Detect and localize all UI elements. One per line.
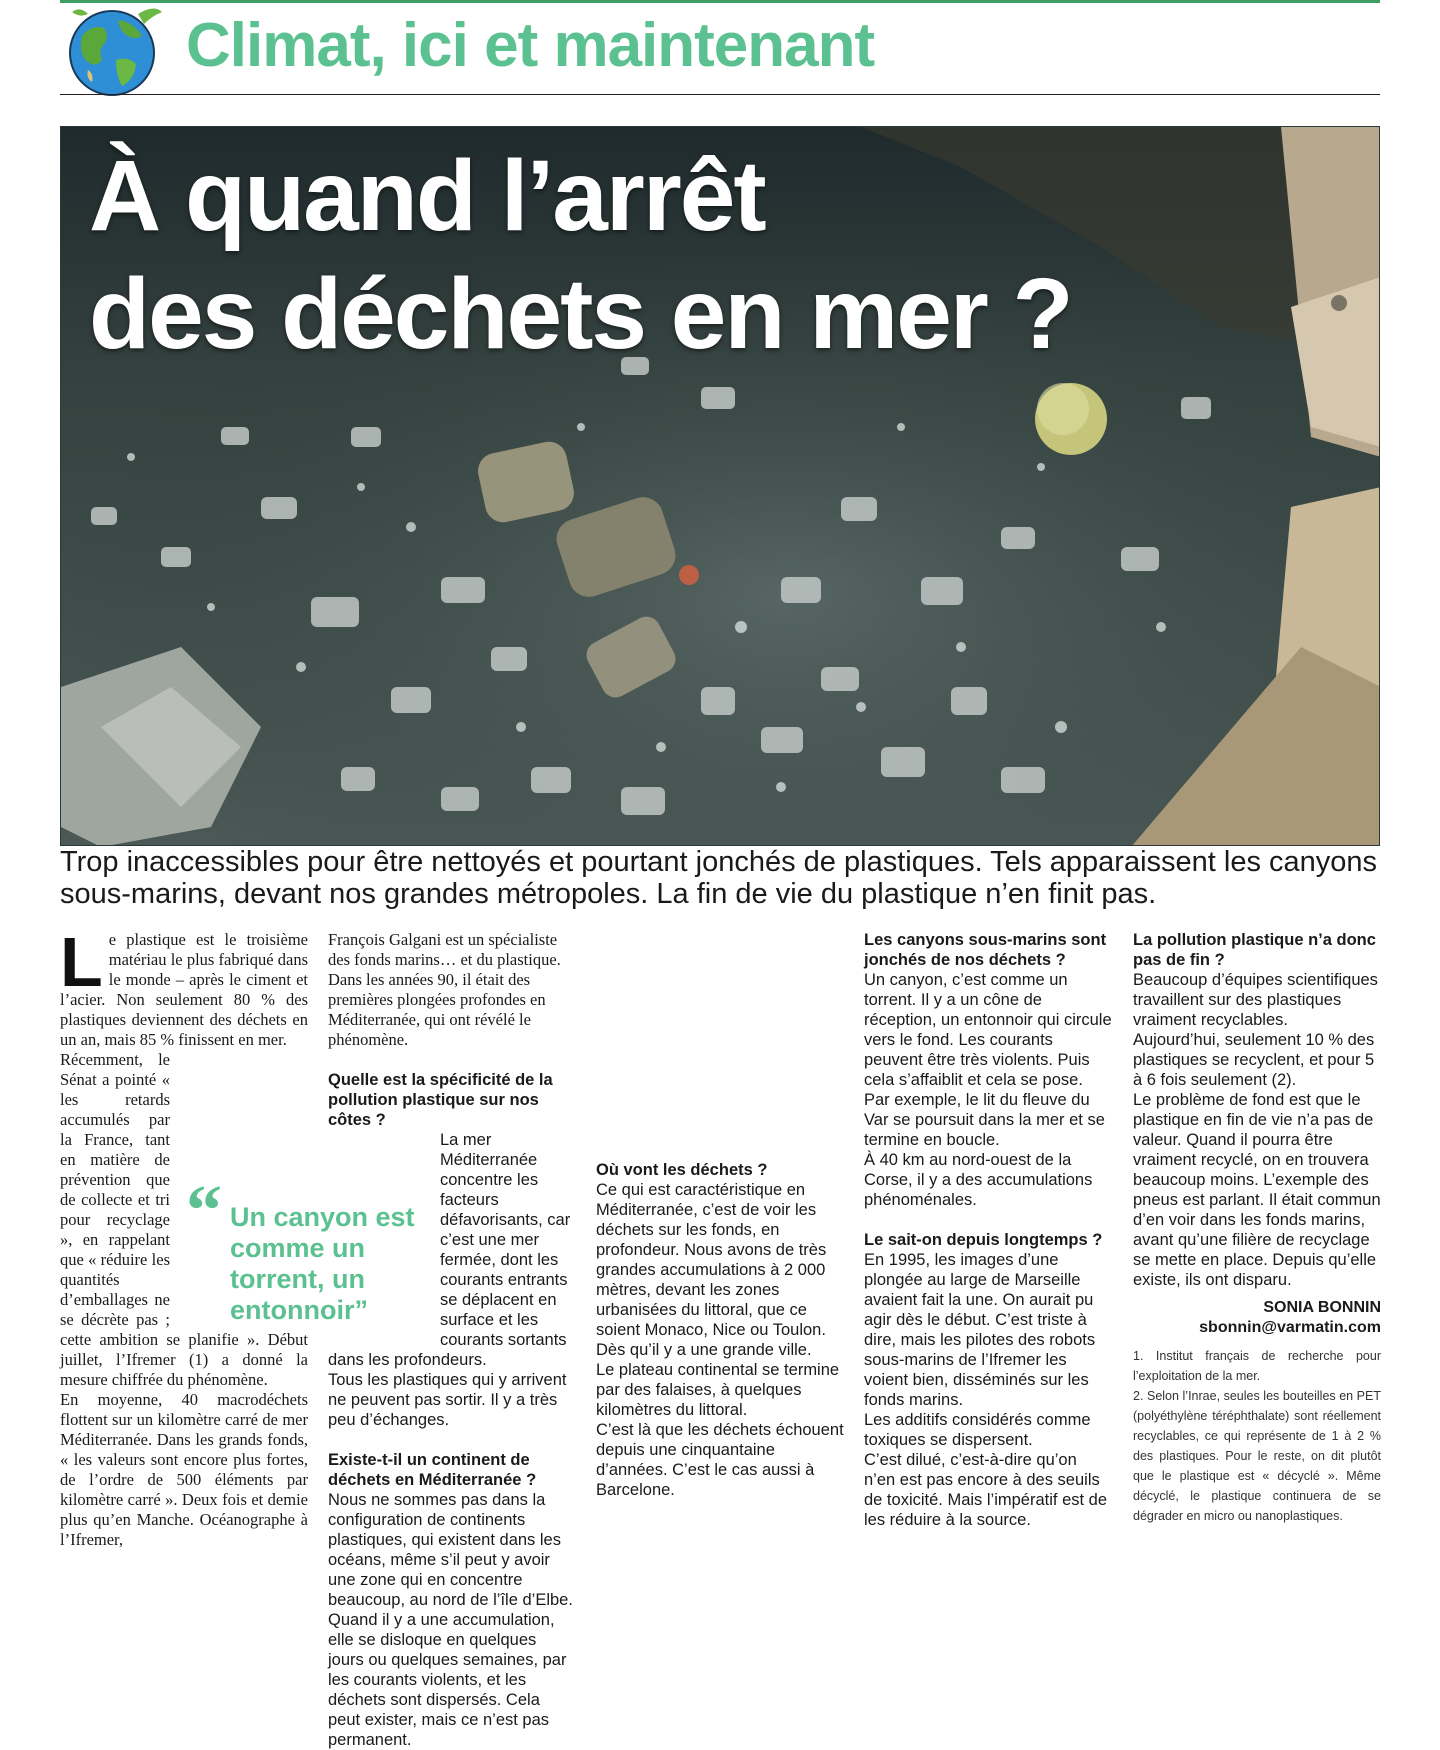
- lead-paragraph: Trop inaccessibles pour être nettoyés et pourtant jonchés de plastiques. Tels apparaissent les canyons sous-marins, devant nos grandes métropoles. La fin de vie du plastique n’en finit pas.: [60, 846, 1378, 910]
- question-heading: Existe-t-il un continent de déchets en Méditerranée ?: [328, 1451, 537, 1489]
- paragraph-text: La mer Méditerranée concentre les facteurs défavorisants, car c’est une mer fermée, dont les courants entrants se déplacent en surface et les courants sortants dans les profondeurs.: [328, 1131, 571, 1369]
- byline-email[interactable]: sbonnin@varmatin.com: [1199, 1319, 1381, 1336]
- question-heading: Le sait-on depuis longtemps ?: [864, 1231, 1103, 1249]
- drop-cap: L: [60, 923, 103, 1001]
- article-column-4: [864, 930, 1112, 1530]
- article-column-2: [328, 930, 576, 1750]
- headline-line-1: À quand l’arrêt: [89, 140, 765, 252]
- paragraph: En moyenne, 40 macrodéchets flottent sur un kilomètre carré de mer Méditerranée. Dans les grands fonds, « les valeurs sont encore plus fortes, de l’ordre de 500 éléments par kilomètre carré ». Deux fois et demie plus qu’en Manche. Océanographe à l’Ifremer,: [60, 1390, 308, 1549]
- seafloor-photo: [60, 126, 1380, 846]
- answer-paragraph: Tous les plastiques qui y arrivent ne peuvent pas sortir. Il y a très peu d’échanges.: [328, 1371, 567, 1429]
- article-column-5: [1133, 930, 1381, 1526]
- answer-paragraph: Le plateau continental se termine par des falaises, à quelques kilomètres du littoral.: [596, 1361, 840, 1419]
- globe-icon: [58, 6, 164, 96]
- footnote-2: 2. Selon l’Inrae, seules les bouteilles en PET (polyéthylène téréphthalate) sont réellement recyclables, ce qui représente de 1 à 2 % des plastiques. Pour le reste, on dit plutôt que le plastique est « décyclé ». Même décyclé, le plastique continuera de se dégrader en micro ou nanoplastiques.: [1133, 1389, 1381, 1523]
- intro-paragraph: [60, 923, 308, 1050]
- answer-paragraph: Ce qui est caractéristique en Méditerranée, c’est de voir les déchets sur les fonds, en profondeur. Nous avons de très grandes accumulations à 2 000 mètres, devant les zones urbanisées du littoral, que ce soient Monaco, Nice ou Toulon. Dès qu’il y a une grande ville.: [596, 1181, 827, 1359]
- question-heading: La pollution plastique n’a donc pas de fin ?: [1133, 931, 1376, 969]
- top-rule: [60, 0, 1380, 3]
- answer-paragraph: Beaucoup d’équipes scientifiques travaillent sur des plastiques vraiment recyclables.: [1133, 971, 1378, 1029]
- headline-line-2: des déchets en mer ?: [89, 258, 1072, 370]
- headline: [89, 137, 1072, 373]
- answer-paragraph: En 1995, les images d’une plongée au large de Marseille avaient fait la une. On aurait pu agir dès le début. C’est triste à dire, mais les pilotes des robots sous-marins de l’Ifremer les voient bien, disséminés sur les fonds marins.: [864, 1251, 1096, 1409]
- answer-paragraph: C’est dilué, c’est-à-dire qu’on n’en est pas encore à des seuils de toxicité. Mais l’impératif est de les réduire à la source.: [864, 1451, 1108, 1529]
- footnote-1: 1. Institut français de recherche pour l’exploitation de la mer.: [1133, 1349, 1381, 1383]
- answer-paragraph: Les additifs considérés comme toxiques se dispersent.: [864, 1411, 1091, 1449]
- byline-author: SONIA BONNIN: [1263, 1299, 1381, 1316]
- paragraph-text: Récemment, le Sénat a pointé « les retards accumulés par la France, tant en matière de prévention que de collecte et tri pour recyclage », en rappelant que « réduire les quantités d’emballages ne se décrète pas ; cette ambition se planifie ». Début juillet, l’Ifremer (1) a donné la mesure chiffrée du phénomène.: [60, 1050, 308, 1389]
- pull-quote-text: Un canyon est comme un torrent, un entonnoir”: [230, 1202, 415, 1325]
- answer-paragraph: À 40 km au nord-ouest de la Corse, il y a des accumulations phénoménales.: [864, 1151, 1093, 1209]
- answer-paragraph: Le problème de fond est que le plastique en fin de vie n’a pas de valeur. Quand il pourra être vraiment recyclé, on en trouvera beaucoup moins. L’exemple des pneus est parlant. Il était commun d’en voir dans les fonds marins, avant qu’une filière de recyclage se mette en place. Depuis qu’elle existe, ils ont disparu.: [1133, 1091, 1381, 1289]
- answer-paragraph: C’est là que les déchets échouent depuis une cinquantaine d’années. C’est le cas aussi à Barcelone.: [596, 1421, 844, 1499]
- section-title: Climat, ici et maintenant: [186, 11, 875, 80]
- question-heading: Les canyons sous-marins sont jonchés de nos déchets ?: [864, 931, 1107, 969]
- footnotes: [1133, 1346, 1381, 1526]
- header-rule: [60, 94, 1380, 95]
- paragraph: François Galgani est un spécialiste des fonds marins… et du plastique.: [328, 930, 561, 969]
- paragraph: Dans les années 90, il était des premières plongées profondes en Méditerranée, qui ont révélé le phénomène.: [328, 970, 546, 1049]
- answer-paragraph: Un canyon, c’est comme un torrent. Il y a un cône de réception, un entonnoir qui circule vers le fond. Les courants peuvent être très violents. Puis cela s’affaiblit et cela se pose. Par exemple, le lit du fleuve du Var se poursuit dans la mer et se termine en boucle.: [864, 971, 1112, 1149]
- question-heading: Quelle est la spécificité de la pollution plastique sur nos côtes ?: [328, 1071, 553, 1129]
- answer-paragraph: Nous ne sommes pas dans la configuration de continents plastiques, qui existent dans les océans, même s’il peut y avoir une zone qui en concentre beaucoup, au nord de l’île d’Elbe. Quand il y a une accumulation, elle se disloque en quelques jours ou quelques semaines, par les courants violents, et les déchets sont dispersés. Cela peut exister, mais ce n’est pas permanent.: [328, 1491, 573, 1749]
- question-heading: Où vont les déchets ?: [596, 1161, 768, 1179]
- paragraph-text: e plastique est le troisième matériau le plus fabriqué dans le monde – après le ciment et l’acier. Non seulement 80 % des plastiques deviennent des déchets en un an, mais 85 % finissent en mer.: [60, 930, 308, 1049]
- quote-mark: “: [186, 1170, 222, 1250]
- answer-paragraph: Aujourd’hui, seulement 10 % des plastiques se recyclent, et pour 5 à 6 fois seulement (2).: [1133, 1031, 1375, 1089]
- article-column-3: [596, 778, 844, 1500]
